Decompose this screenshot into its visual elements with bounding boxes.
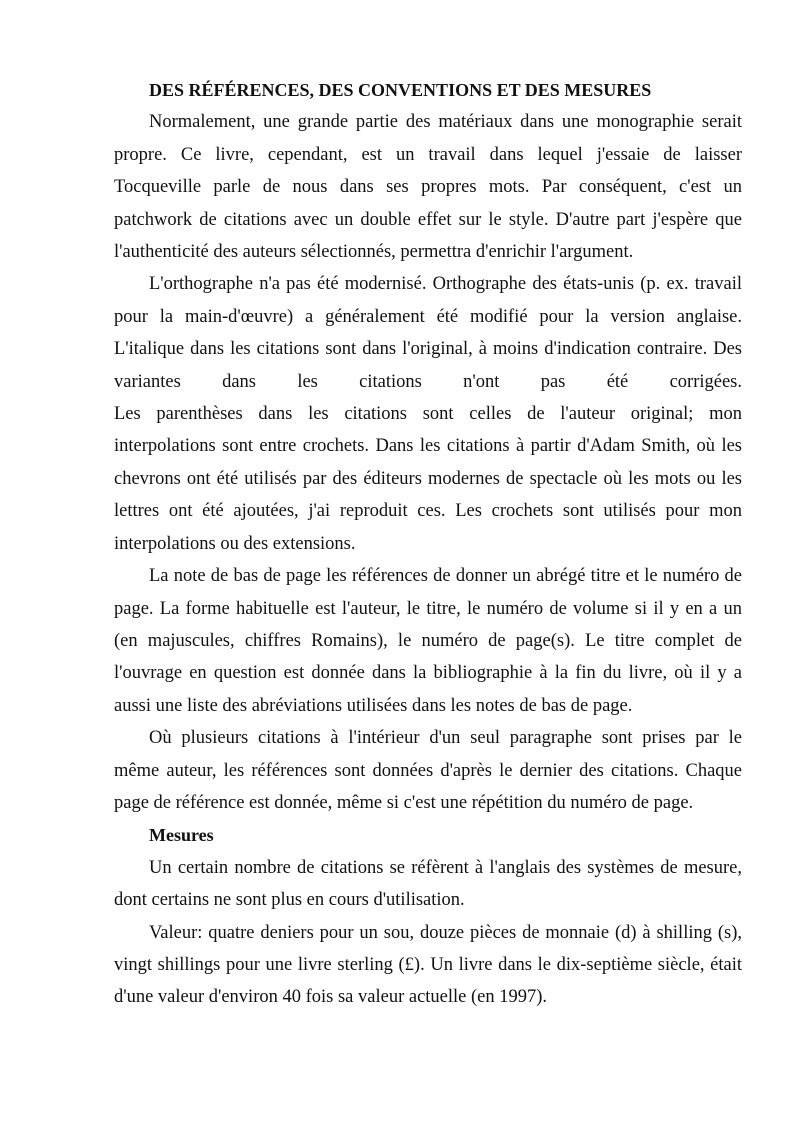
text-line: Valeur: quatre deniers pour un sou, douze pièces de monnaie (d) à shilling (s), — [149, 922, 742, 943]
document-page — [114, 74, 742, 1014]
text-line: Normalement, une grande partie des matériaux dans une monographie serait — [149, 112, 742, 133]
text-line: interpolations sont entre crochets. Dans les citations à partir d'Adam Smith, où les — [114, 436, 742, 457]
paragraph — [114, 268, 742, 560]
text-line: variantes dans les citations n'ont pas été corrigées. — [114, 371, 742, 392]
paragraph — [114, 917, 742, 1014]
text-line: L'orthographe n'a pas été modernisé. Orthographe des états-unis (p. ex. travail — [149, 274, 742, 295]
paragraph — [114, 722, 742, 819]
text-line: l'authenticité des auteurs sélectionnés, permettra d'enrichir l'argument. — [114, 242, 634, 263]
text-line: chevrons ont été utilisés par des éditeurs modernes de spectacle où les mots ou les — [114, 468, 742, 489]
paragraph — [114, 560, 742, 722]
text-line: l'ouvrage en question est donnée dans la bibliographie à la fin du livre, où il y a — [114, 663, 742, 684]
text-line: Un certain nombre de citations se réfèrent à l'anglais des systèmes de mesure, — [149, 857, 742, 878]
text-line: Où plusieurs citations à l'intérieur d'un seul paragraphe sont prises par le — [149, 728, 742, 749]
text-line: vingt shillings pour une livre sterling (£). Un livre dans le dix-septième siècle, était — [114, 954, 742, 975]
text-line: même auteur, les références sont données d'après le dernier des citations. Chaque — [114, 760, 742, 781]
text-line: page. La forme habituelle est l'auteur, le titre, le numéro de volume si il y en a un — [114, 598, 742, 619]
text-line: patchwork de citations avec un double effet sur le style. D'autre part j'espère que — [114, 209, 742, 230]
section-heading: DES RÉFÉRENCES, DES CONVENTIONS ET DES MESURES — [149, 80, 652, 100]
text-line: Les parenthèses dans les citations sont celles de l'auteur original; mon — [114, 404, 742, 425]
text-line: propre. Ce livre, cependant, est un travail dans lequel j'essaie de laisser — [114, 144, 742, 165]
text-line: Tocqueville parle de nous dans ses propres mots. Par conséquent, c'est un — [114, 177, 742, 198]
text-line: d'une valeur d'environ 40 fois sa valeur actuelle (en 1997). — [114, 987, 548, 1008]
paragraph — [114, 106, 742, 268]
text-line: pour la main-d'œuvre) a généralement été modifié pour la version anglaise. — [114, 306, 742, 327]
text-line: aussi une liste des abréviations utilisées dans les notes de bas de page. — [114, 695, 633, 716]
section-subheading: Mesures — [149, 825, 214, 846]
text-line: interpolations ou des extensions. — [114, 533, 356, 554]
text-line: dont certains ne sont plus en cours d'utilisation. — [114, 890, 465, 911]
text-line: L'italique dans les citations sont dans l'original, à moins d'indication contraire. Des — [114, 339, 742, 360]
text-line: page de référence est donnée, même si c'est une répétition du numéro de page. — [114, 792, 694, 813]
text-line: La note de bas de page les références de donner un abrégé titre et le numéro de — [149, 566, 742, 587]
text-line: (en majuscules, chiffres Romains), le numéro de page(s). Le titre complet de — [114, 630, 742, 651]
text-line: lettres ont été ajoutées, j'ai reproduit ces. Les crochets sont utilisés pour mon — [114, 501, 742, 522]
paragraph — [114, 852, 742, 917]
